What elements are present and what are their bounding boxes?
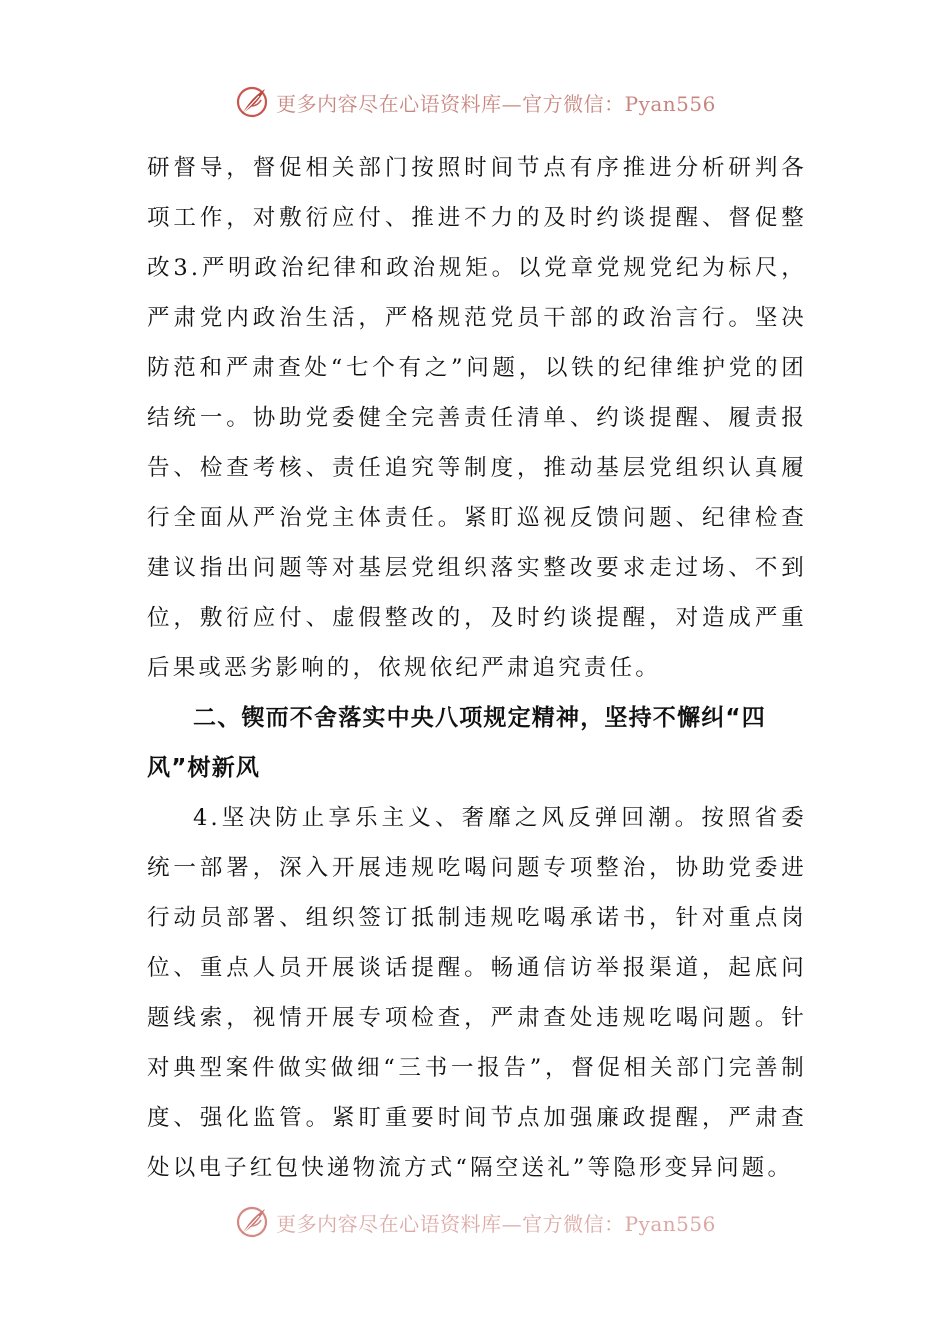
body-paragraph-2: 4.坚决防止享乐主义、奢靡之风反弹回潮。按照省委统一部署，深入开展违规吃喝问题专项整治，协助党委进行动员部署、组织签订抵制违规吃喝承诺书，针对重点岗位、重点人员开展谈话提醒。畅通信访举报渠道，起底问题线索，视情开展专项检查，严肃查处违规吃喝问题。针对典型案件做实做细“三书一报告”，督促相关部门完善制度、强化监管。紧盯重要时间节点加强廉政提醒，严肃查处以电子红包快递物流方式“隔空送礼”等隐形变异问题。 — [147, 805, 807, 1181]
header-banner — [0, 80, 950, 124]
footer-banner — [0, 1200, 950, 1244]
header-banner-text: 更多内容尽在心语资料库—官方微信：Pyan556 — [276, 91, 716, 116]
red-feather-logo-icon — [234, 84, 270, 120]
footer-banner-text: 更多内容尽在心语资料库—官方微信：Pyan556 — [276, 1211, 716, 1236]
document-body — [147, 143, 807, 1193]
red-feather-logo-icon — [234, 1204, 270, 1240]
section-heading: 二、锲而不舍落实中央八项规定精神，坚持不懈纠“四风”树新风 — [147, 705, 766, 781]
body-paragraph-1: 研督导，督促相关部门按照时间节点有序推进分析研判各项工作，对敷衍应付、推进不力的及时约谈提醒、督促整改3.严明政治纪律和政治规矩。以党章党规党纪为标尺，严肃党内政治生活，严格规范党员干部的政治言行。坚决防范和严肃查处“七个有之”问题，以铁的纪律维护党的团结统一。协助党委健全完善责任清单、约谈提醒、履责报告、检查考核、责任追究等制度，推动基层党组织认真履行全面从严治党主体责任。紧盯巡视反馈问题、纪律检查建议指出问题等对基层党组织落实整改要求走过场、不到位，敷衍应付、虚假整改的，及时约谈提醒，对造成严重后果或恶劣影响的，依规依纪严肃追究责任。 — [147, 155, 807, 681]
